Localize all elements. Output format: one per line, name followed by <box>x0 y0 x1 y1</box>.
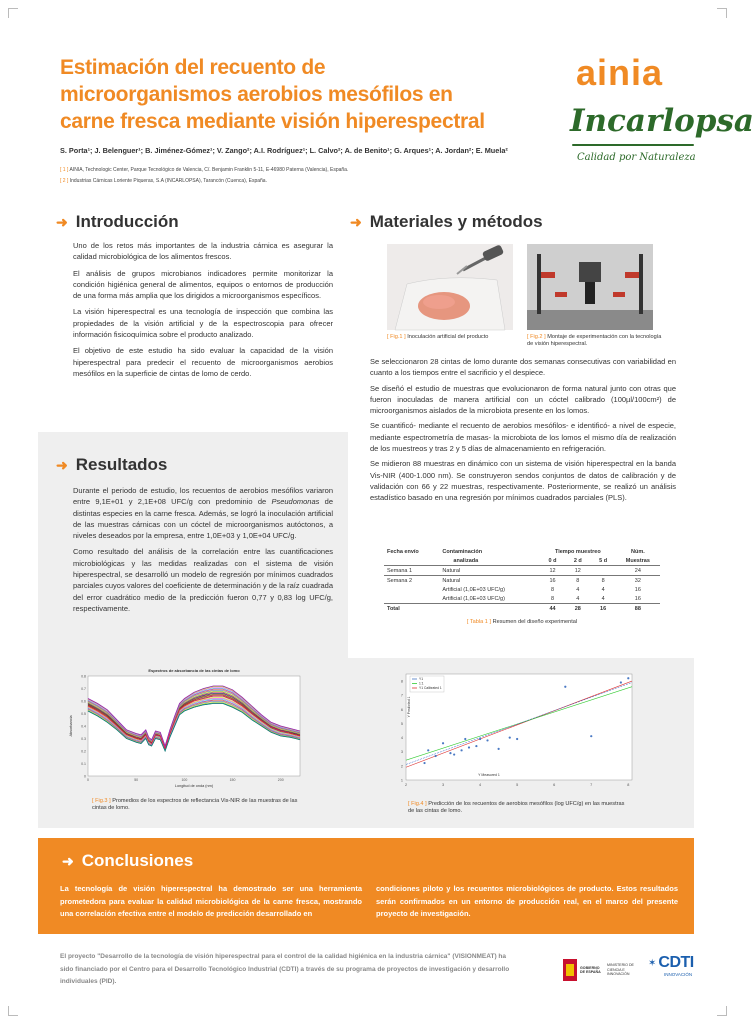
spectra-chart-svg <box>64 664 310 794</box>
data-point <box>627 677 629 679</box>
arrow-right-icon: ➜ <box>62 852 74 869</box>
logo-underline <box>572 144 694 146</box>
x-tick-label: 7 <box>590 783 593 787</box>
methods-heading: ➜ Materiales y métodos <box>350 212 543 231</box>
arrow-right-icon: ➜ <box>56 456 68 473</box>
results-paragraph: Durante el periodo de estudio, los recuentos de aerobios mesófilos variaron entre 9,1E+01 y 2,1E+08 UFC/g con predominio de Pseudomonas de distintas especies en la carne fresca. Además, se logró la inoculación artificial de las muestras cárnicas con un cóctel de microorganismos autóctonos, a niveles deseados por la empresa, entre 1,0E+03 y 1,0E+04 UFC/g. <box>73 486 333 541</box>
x-tick-label: 50 <box>134 778 139 782</box>
data-point <box>449 752 451 754</box>
chart-title: Espectros de absorbancia de las cintas de lomo <box>148 668 240 673</box>
legend-label: 1:1 <box>419 681 424 686</box>
intro-body <box>73 240 333 379</box>
y-tick-label: 0.4 <box>81 724 86 729</box>
data-point <box>564 686 566 688</box>
y-tick-label: 5 <box>400 721 403 726</box>
incarlopsa-logo: Incarlopsa <box>570 103 754 139</box>
hyperspectral-setup-illustration <box>527 244 653 330</box>
title-line: microorganismos aerobios mesófilos en <box>60 83 453 106</box>
fig3-caption: [ Fig.3 ] Promedios de los espectros de reflectancia Vis-NIR de las muestras de las cintas de lomo. <box>92 798 298 811</box>
methods-paragraph: Se cuantificó- mediante el recuento de aerobios mesófilos- e identificó- a nivel de especie, mediante espectrometría de masas- la microbiota de los lomos el mismo día de realización de los muestreos y tras 2 y 5 días de almacenamiento en refrigeración. <box>370 421 676 454</box>
methods-body <box>370 356 676 504</box>
x-tick-label: 6 <box>553 783 556 787</box>
x-tick-label: 8 <box>627 783 630 787</box>
incarlopsa-tagline: Calidad por Naturaleza <box>577 152 696 163</box>
ainia-logo: ainia <box>576 52 664 93</box>
fig4-chart <box>386 668 636 796</box>
table-row: Artificial (1,0E+03 UFC/g) 8 4 4 16 <box>442 595 641 602</box>
funding-note: El proyecto "Desarrollo de la tecnología de visión hiperespectral para el control de la calidad higiénica en la industria cárnica" (VISIONMEAT) ha sido financiado por el Centro para el Desarrollo Tecnológico Industrial (CDTI) a través de su programa de proyectos de investigación y desarrollo individuales (PID). <box>60 953 510 985</box>
results-paragraph: Como resultado del análisis de la correlación entre las cuantificaciones microbiológicas y las medidas realizadas con el sistema de visión hiperespectral, se desarrolló un modelo de regresión por mínimos cuadrados parciales cuyos valores del coeficiente de determinación y de la raíz cuadrada del error cuadrático medio de la predicción fueron 0,77 y 0,83 log UFC/g, respectivamente. <box>73 547 333 613</box>
fig1-caption: [ Fig.1 ] Inoculación artificial del producto <box>387 334 489 340</box>
intro-paragraph: El análisis de grupos microbianos indicadores permite monitorizar la condición higiénica general de alimentos, equipos o entornos de producción de una forma más amplia que los dirigidos a microorganismos específicos. <box>73 268 333 301</box>
fig1-photo <box>387 244 513 330</box>
table-row: Semana 2 Natural 16 8 8 32 <box>384 576 660 586</box>
y-tick-label: 0.5 <box>81 712 86 716</box>
data-point <box>468 746 470 748</box>
x-tick-label: 100 <box>181 778 188 782</box>
x-tick-label: 0 <box>87 778 89 782</box>
y-tick-label: 7 <box>400 693 403 698</box>
data-point <box>620 681 622 683</box>
gobierno-logo: GOBIERNO DE ESPAÑA MINISTERIO DE CIENCIA E INNOVACIÓN <box>563 956 637 984</box>
design-table-wrapper <box>384 547 660 626</box>
fig2-caption: [ Fig.2 ] Montaje de experimentación con la tecnología de visión hiperespectral. <box>527 334 662 347</box>
y-tick-label: 3 <box>400 750 403 755</box>
y-tick-label: 4 <box>400 736 403 741</box>
data-point <box>460 749 462 751</box>
y-tick-label: 0.1 <box>81 762 86 766</box>
data-point <box>516 738 518 740</box>
x-tick-label: 150 <box>229 778 236 782</box>
y-axis-label: Y Predicted 1 <box>407 696 411 718</box>
crop-mark <box>717 8 727 18</box>
legend-label: Y1 <box>419 677 424 681</box>
results-body <box>73 485 333 614</box>
y-tick-label: 6 <box>400 707 403 712</box>
data-point <box>435 755 437 757</box>
title-line: Estimación del recuento de <box>60 56 326 79</box>
affiliation-1: [ 1 ] AINIA, Technologic Center, Parque Tecnológico de Valencia, C/. Benjamin Franklin 5-11, E-46980 Paterna (Valencia), España. <box>60 167 349 173</box>
conclusions-col2: condiciones piloto y los recuentos microbiológicos de producto. Estos resultados serán confirmados en un entorno de producción real, en el marco del presente proyecto de investigación. <box>376 884 678 918</box>
y-axis-label: Absorbancia <box>69 715 73 737</box>
authors: S. Porta¹; J. Belenguer¹; B. Jiménez-Gómez¹; V. Zango²; A.I. Rodríguez¹; L. Calvo²; A. de Benito¹; G. Arques¹; A. Jordan²; E. Muela² <box>60 146 508 155</box>
table-total-row: Total 44 28 16 88 <box>384 604 660 614</box>
prediction-chart-svg <box>386 668 636 796</box>
arrow-right-icon: ➜ <box>350 213 362 230</box>
fig3-chart <box>64 664 310 794</box>
x-tick-label: 2 <box>404 783 408 787</box>
data-point <box>590 735 592 737</box>
y-tick-label: 2 <box>400 764 403 769</box>
x-tick-label: 4 <box>479 783 482 787</box>
arrow-right-icon: ➜ <box>56 213 68 230</box>
conclusions-col1: La tecnología de visión hiperespectral ha demostrado ser una herramienta prometedora para evaluar la calidad microbiológica de la carne fresca, mostrando una correlación efectiva entre el modelo de predicción desarrollado en <box>60 884 362 918</box>
data-point <box>475 745 477 747</box>
fig4-caption: [ Fig.4 ] Predicción de los recuentos de aerobios mesófilos (log UFC/g) en las muestras de las cintas de lomo. <box>408 801 625 814</box>
y-tick-label: 1 <box>400 778 403 783</box>
x-axis-label: Y Measured 1 <box>478 773 500 777</box>
crop-mark <box>717 1006 727 1016</box>
y-tick-label: 0.3 <box>81 737 86 741</box>
affiliation-2: [ 2 ] Industrias Cárnicas Loriente Piqueras, S.A (INCARLOPSA), Tarancón (Cuenca), España. <box>60 178 267 184</box>
data-point <box>479 738 481 740</box>
data-point <box>427 749 429 751</box>
data-point <box>498 748 500 750</box>
title-line: carne fresca mediante visión hiperespectral <box>60 110 485 133</box>
intro-paragraph: El objetivo de este estudio ha sido evaluar la capacidad de la visión hiperespectral para predecir el recuento de microorganismos aerobios mesófilos en la superficie de cintas de lomo de cerdo. <box>73 346 333 378</box>
crop-mark <box>8 8 18 18</box>
design-table <box>384 547 660 613</box>
table-header-row: analizada 0 d 2 d 5 d Muestras <box>453 557 650 564</box>
y-tick-label: 0.2 <box>81 749 86 754</box>
cdti-logo: ✶ CDTI INNOVACIÓN <box>648 954 694 977</box>
inoculation-photo-illustration <box>387 244 513 330</box>
x-tick-label: 3 <box>441 783 445 787</box>
data-point <box>509 737 511 739</box>
table-row: Semana 1 Natural 12 12 24 <box>384 566 660 576</box>
data-point <box>442 742 444 744</box>
y-tick-label: 0.6 <box>81 699 86 704</box>
methods-paragraph: Se diseñó el estudio de muestras que evolucionaron de forma natural junto con otras que fueron inoculadas de manera artificial con un cóctel calibrado (100µl/100cm²) de microorganismos aislados de la microbiota presente en los lomos. <box>370 383 676 416</box>
conclusions-heading: ➜ Conclusiones <box>62 851 194 870</box>
data-point <box>453 753 455 755</box>
intro-paragraph: La visión hiperespectral es una tecnología de inspección que combina las propiedades de la visión artificial y de la espectroscopia para ofrecer información fisicoquímica sobre el producto analizado. <box>73 307 333 340</box>
results-heading: ➜ Resultados <box>56 455 168 474</box>
y-tick-label: 0 <box>84 774 86 779</box>
table-caption: [ Tabla 1 ] Resumen del diseño experimental <box>466 619 578 625</box>
poster-title <box>60 54 540 135</box>
intro-heading: ➜ Introducción <box>56 212 179 231</box>
crop-mark <box>8 1006 18 1016</box>
y-tick-label: 8 <box>400 679 403 684</box>
y-tick-label: 0.7 <box>81 687 86 691</box>
table-row: Artificial (1,0E+03 UFC/g) 8 4 4 16 <box>442 586 641 593</box>
intro-paragraph: Uno de los retos más importantes de la industria cárnica es asegurar la calidad microbiológica de los alimentos frescos. <box>73 241 333 262</box>
fig2-photo <box>527 244 653 330</box>
methods-paragraph: Se seleccionaron 28 cintas de lomo durante dos semanas consecutivas con variabilidad en cuanto a los tiempos entre el sacrificio y el despiece. <box>370 357 676 378</box>
legend-label: Y1 Calibrated 1 <box>419 686 442 690</box>
methods-paragraph: Se midieron 88 muestras en dinámico con un sistema de visión hiperespectral en la banda Vis-NIR (400-1.000 nm). Se construyeron sendos conjuntos de datos de calibración y de validación con 66 y 22 muestras, respectivamente. Posteriormente, se realizó un análisis estadístico basado en una regresión por mínimos cuadrados parciales (PLS). <box>370 459 676 503</box>
x-tick-label: 5 <box>516 783 519 787</box>
cdti-star-icon: ✶ <box>648 957 657 969</box>
coat-of-arms-icon <box>563 959 577 981</box>
data-point <box>464 738 466 740</box>
table-header-row: Fecha envío Contaminación Tiempo muestreo Núm. <box>387 548 645 555</box>
data-point <box>423 762 425 764</box>
y-tick-label: 0.8 <box>81 674 86 679</box>
x-axis-label: Longitud de onda (nm) <box>174 784 214 788</box>
x-tick-label: 200 <box>277 778 284 782</box>
data-point <box>486 739 488 741</box>
